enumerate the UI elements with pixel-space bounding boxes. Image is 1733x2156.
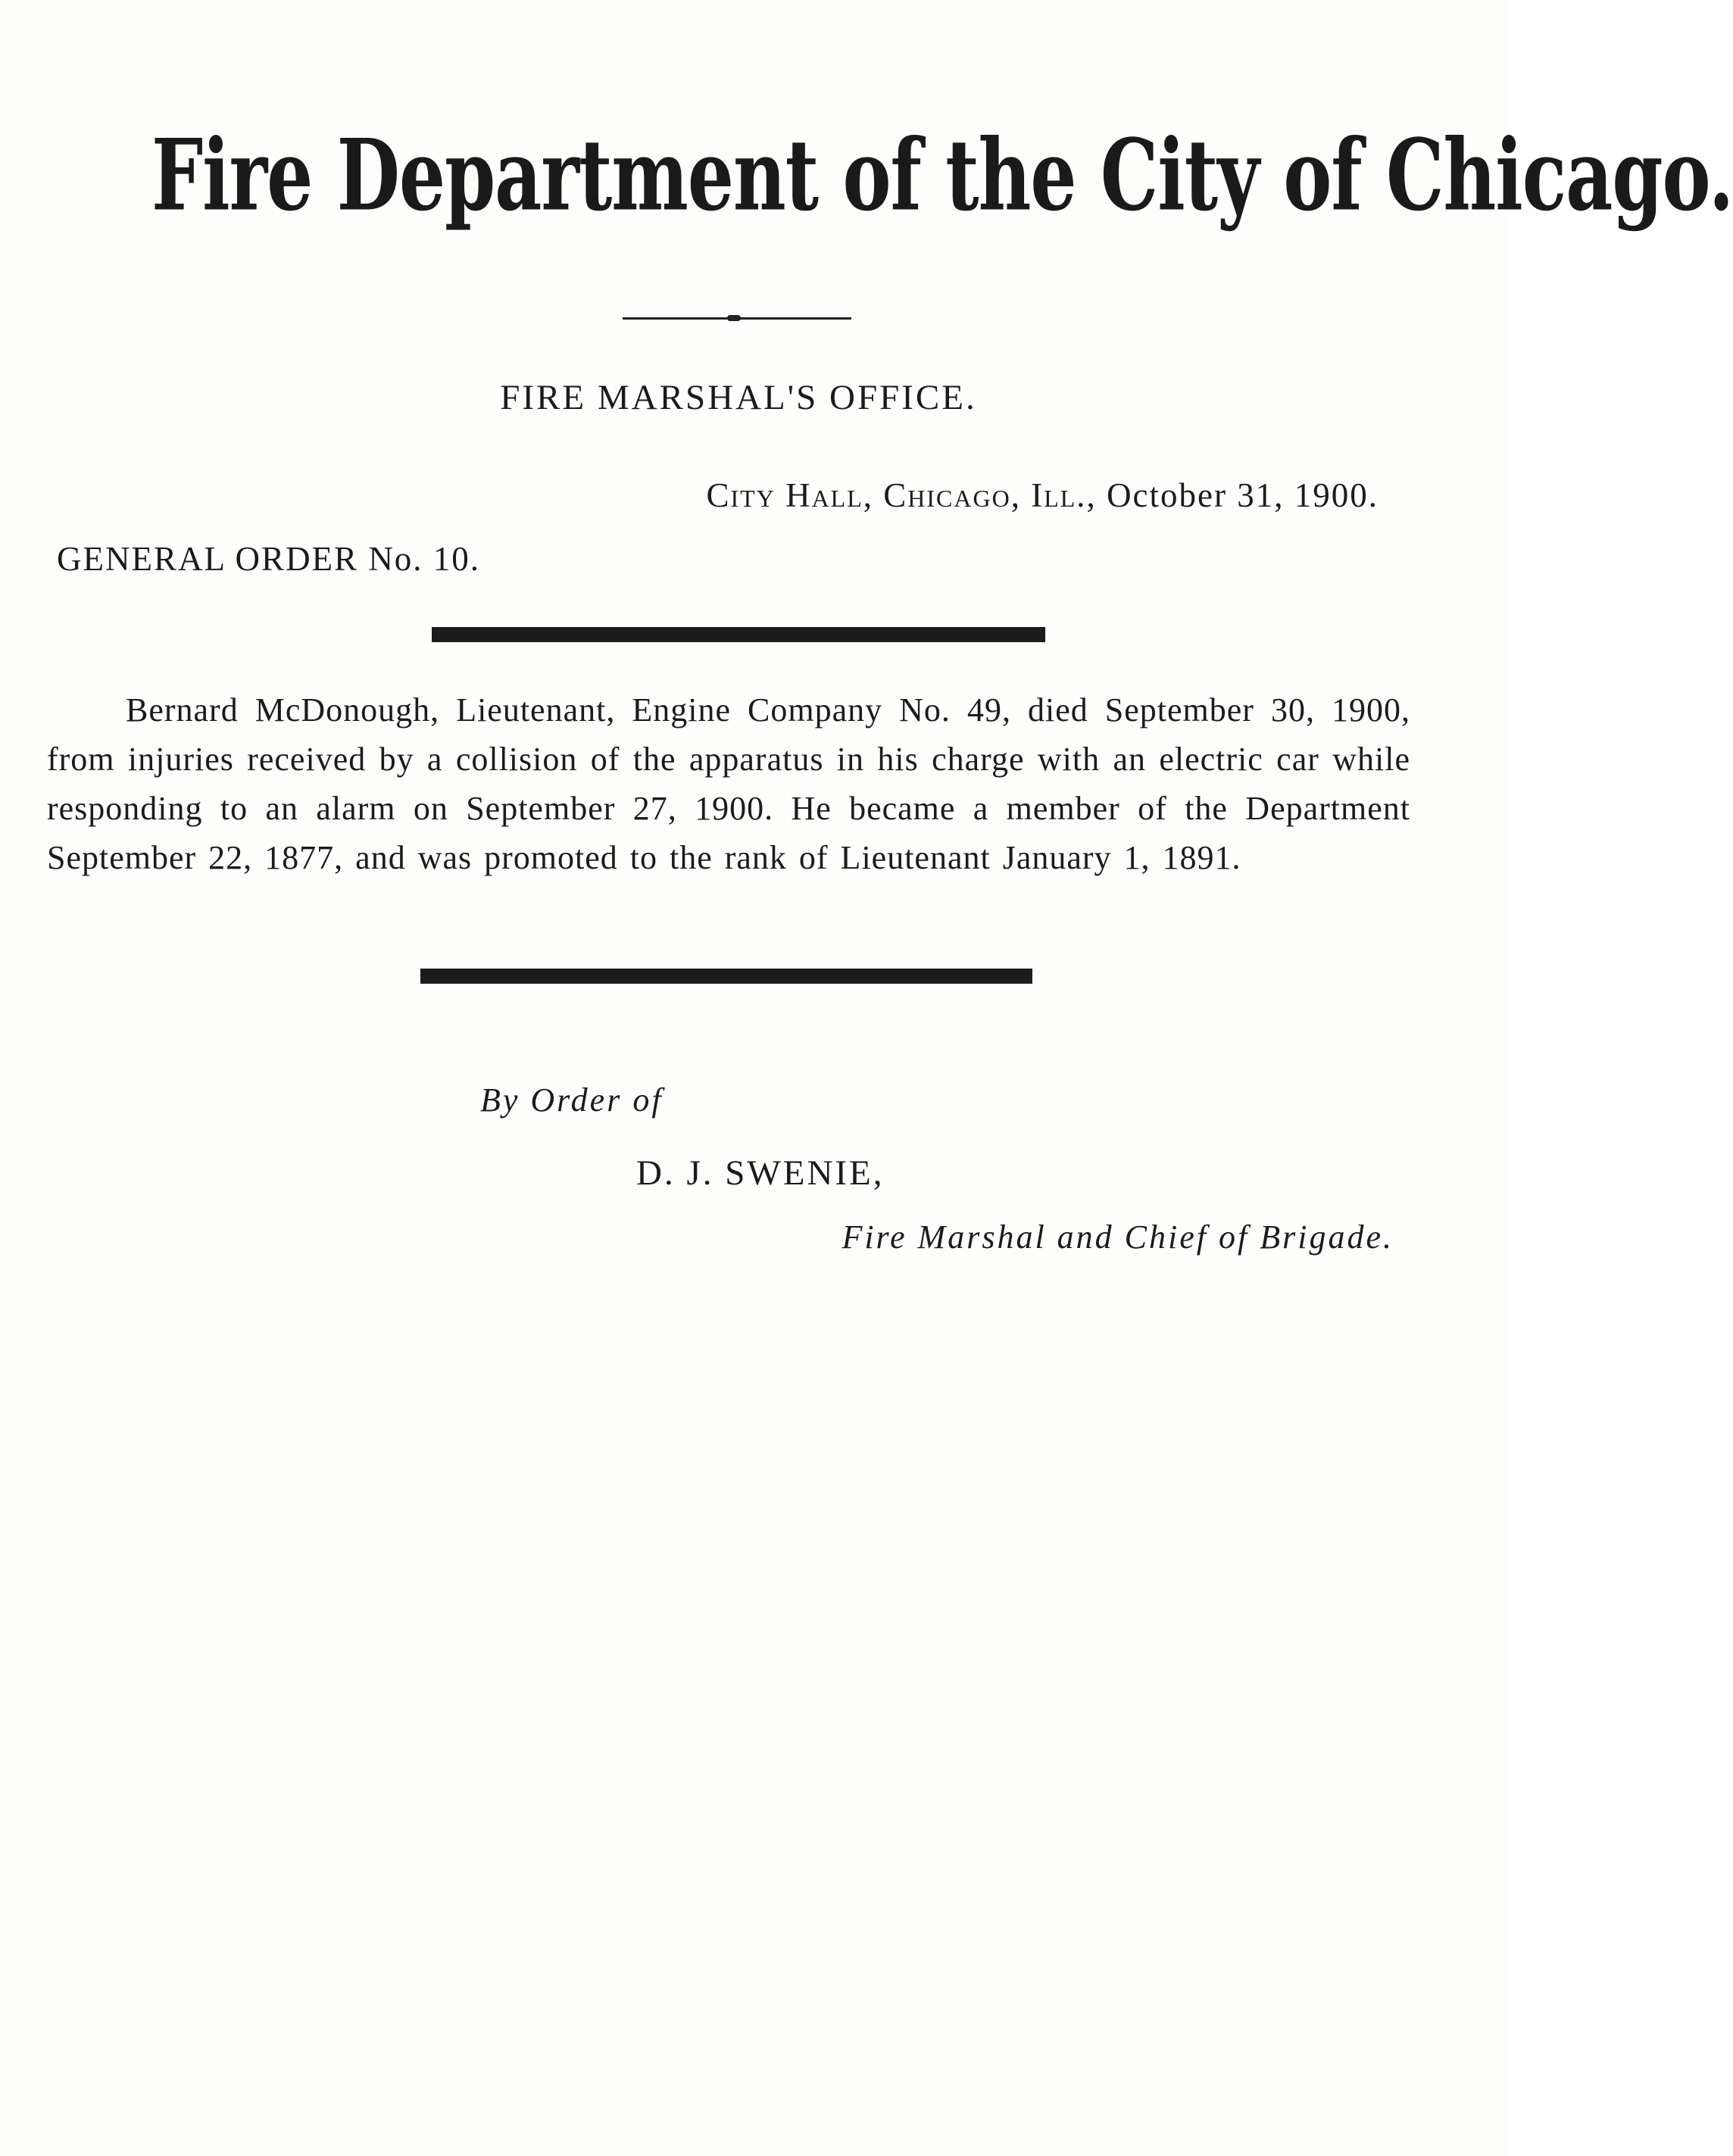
dateline-place: City Hall, Chicago, Ill.,	[706, 476, 1097, 514]
dateline	[530, 476, 1379, 515]
signer-name: D. J. SWENIE,	[636, 1153, 885, 1193]
order-body: Bernard McDonough, Lieutenant, Engine Company No. 49, died September 30, 1900, from injuries received by a collision of the apparatus in his charge with an electric car while responding to an alarm on September 27, 1900. He became a member of the Department September 22, 1877, and was promoted to the rank of Lieutenant January 1, 1891.	[47, 691, 1410, 876]
ornamental-rule-center	[727, 315, 741, 321]
divider-rule-bottom	[420, 969, 1032, 984]
dateline-date: October 31, 1900.	[1107, 476, 1379, 514]
office-heading: FIRE MARSHAL'S OFFICE.	[500, 378, 977, 417]
order-number: GENERAL ORDER No. 10.	[57, 540, 481, 578]
divider-rule-top	[432, 627, 1045, 642]
signer-title: Fire Marshal and Chief of Brigade.	[842, 1218, 1394, 1256]
by-order-line: By Order of	[480, 1081, 664, 1119]
masthead-title: Fire Department of the City of Chicago.	[151, 117, 1733, 233]
